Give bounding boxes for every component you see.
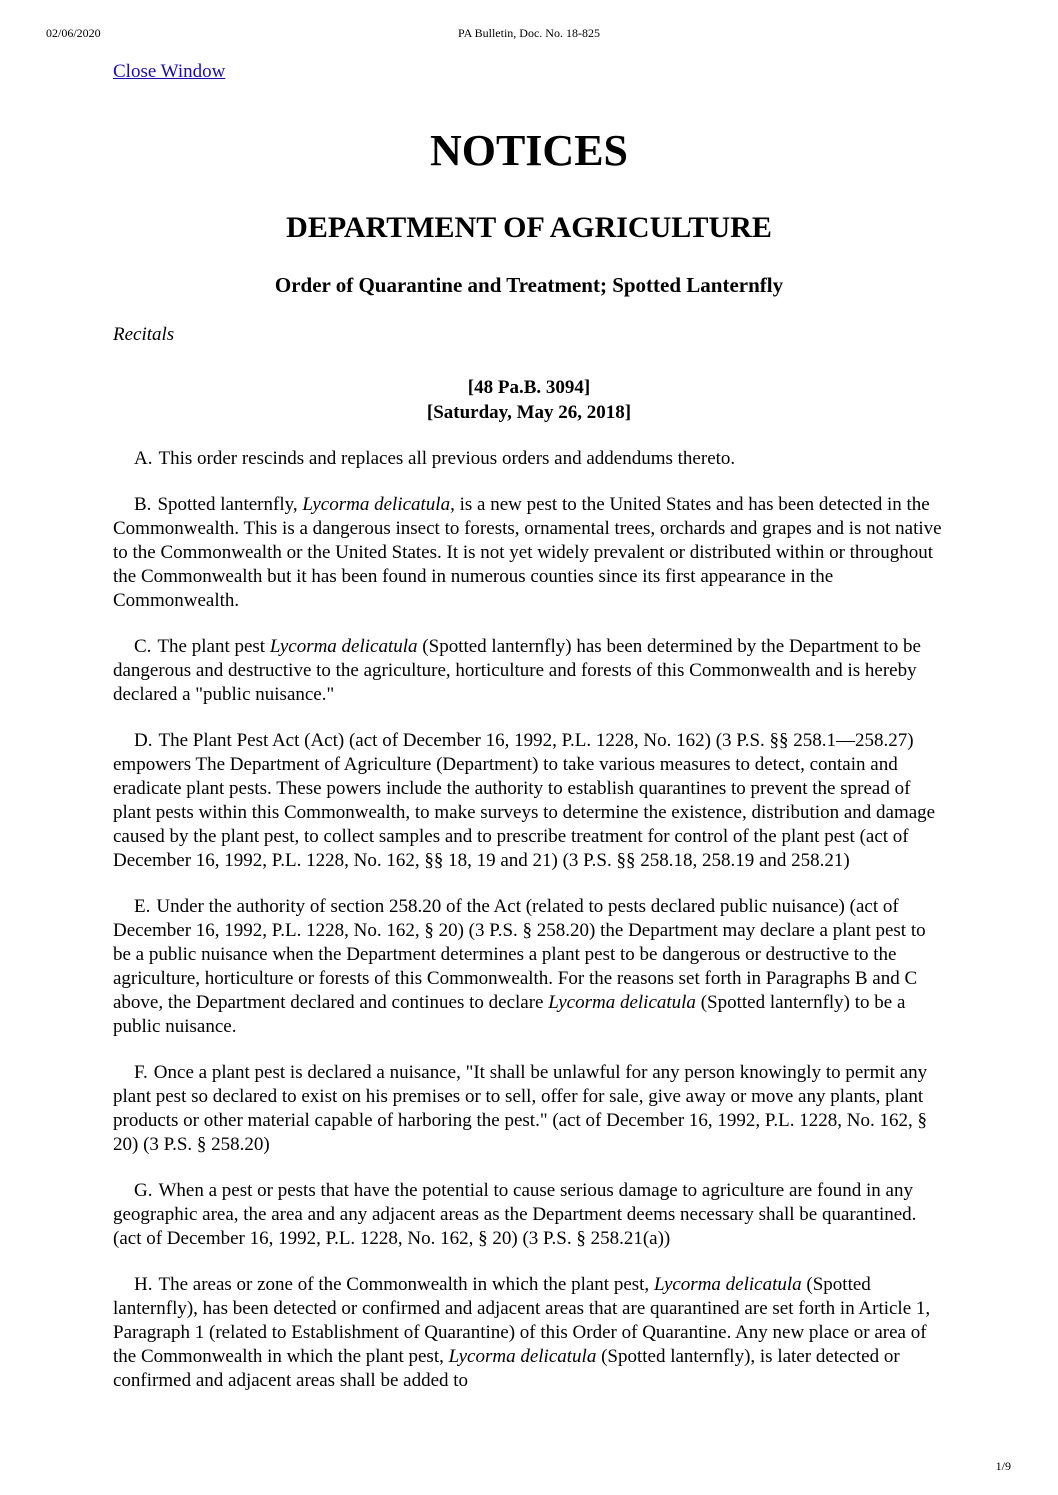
page-number: 1/9 bbox=[995, 1459, 1011, 1473]
paragraph-text: Spotted lanternfly, bbox=[157, 494, 303, 515]
species-name: Lycorma delicatula bbox=[448, 1346, 597, 1367]
species-name: Lycorma delicatula bbox=[302, 494, 451, 515]
paragraph-text: (Spotted lanternfly), has been detected or confirmed and adjacent areas that are quarantined are set forth in Article 1, Paragraph 1 (related to Establishment of Quarantine) of this Order of Quarantine. Any new place or area of the Commonwealth in which the plant pest, bbox=[113, 1274, 931, 1367]
paragraph-text: This order rescinds and replaces all previous orders and addendums thereto. bbox=[158, 448, 736, 469]
document-body bbox=[113, 60, 945, 1393]
department-heading: DEPARTMENT OF AGRICULTURE bbox=[286, 211, 772, 244]
paragraph-label: A. bbox=[134, 448, 153, 469]
order-heading: Order of Quarantine and Treatment; Spotted Lanternfly bbox=[274, 273, 784, 297]
paragraph-text: , is a new pest to the United States and has been detected in the Commonwealth. This is a dangerous insect to forests, ornamental trees, orchards and grapes and is not native to the Commonwealth or the United States. It is not yet widely prevalent or distributed within or throughout the Commonwealth but it has been found in numerous counties since its first appearance in the Commonwealth. bbox=[113, 494, 942, 611]
paragraph-text: Under the authority of section 258.20 of the Act (related to pests declared public nuisance) (act of December 16, 1992, P.L. 1228, No. 162, § 20) (3 P.S. § 258.20) the Department may declare a plant pest to be a public nuisance when the Department determines a plant pest to be dangerous or destructive to the agriculture, horticulture or forests of this Commonwealth. For the reasons set forth in Paragraphs B and C above, the Department declared and continues to declare bbox=[113, 896, 926, 1013]
paragraph-d bbox=[113, 729, 945, 873]
paragraph-label: H. bbox=[134, 1274, 153, 1295]
paragraph-label: B. bbox=[134, 494, 152, 515]
paragraph-text: (Spotted lanternfly) to be a public nuisance. bbox=[113, 992, 906, 1037]
paragraph-text: Once a plant pest is declared a nuisance, "It shall be unlawful for any person knowingly to permit any plant pest so declared to exist on his premises or to sell, offer for sale, give away or move any plants, plant products or other material capable of harboring the pest." (act of December 16, 1992, P.L. 1228, No. 162, § 20) (3 P.S. § 258.20) bbox=[113, 1062, 928, 1155]
paragraph-label: F. bbox=[134, 1062, 148, 1083]
species-name: Lycorma delicatula bbox=[653, 1274, 802, 1295]
paragraph-g bbox=[113, 1179, 945, 1251]
paragraph-text: The areas or zone of the Commonwealth in which the plant pest, bbox=[158, 1274, 654, 1295]
print-doc-title: PA Bulletin, Doc. No. 18-825 bbox=[458, 26, 600, 40]
paragraph-h bbox=[113, 1273, 945, 1393]
print-date: 02/06/2020 bbox=[46, 26, 101, 40]
paragraph-text: When a pest or pests that have the potential to cause serious damage to agriculture are found in any geographic area, the area and any adjacent areas as the Department deems necessary shall be quarantined. (act of December 16, 1992, P.L. 1228, No. 162, § 20) (3 P.S. § 258.21(a)) bbox=[113, 1180, 917, 1249]
paragraph-label: G. bbox=[134, 1180, 153, 1201]
paragraph-label: D. bbox=[134, 730, 153, 751]
paragraph-label: E. bbox=[134, 896, 151, 917]
species-name: Lycorma delicatula bbox=[269, 636, 418, 657]
paragraph-a bbox=[113, 447, 945, 471]
paragraph-c bbox=[113, 635, 945, 707]
paragraph-text: The plant pest bbox=[157, 636, 270, 657]
recitals-label: Recitals bbox=[113, 324, 175, 345]
paragraph-text: The Plant Pest Act (Act) (act of December 16, 1992, P.L. 1228, No. 162) (3 P.S. §§ 258.1—258.27) empowers The Department of Agriculture (Department) to take various measures to detect, contain and eradicate plant pests. These powers include the authority to establish quarantines to prevent the spread of plant pests within this Commonwealth, to make surveys to determine the existence, distribution and damage caused by the plant pest, to collect samples and to prescribe treatment for control of the plant pest (act of December 16, 1992, P.L. 1228, No. 162, §§ 18, 19 and 21) (3 P.S. §§ 258.18, 258.19 and 258.21) bbox=[113, 730, 936, 871]
paragraph-e bbox=[113, 895, 945, 1039]
paragraph-label: C. bbox=[134, 636, 152, 657]
species-name: Lycorma delicatula bbox=[548, 992, 696, 1013]
paragraph-b bbox=[113, 493, 945, 613]
print-header bbox=[0, 0, 1058, 40]
close-window-link[interactable]: Close Window bbox=[113, 61, 226, 82]
bulletin-citation bbox=[113, 375, 945, 425]
paragraph-f bbox=[113, 1061, 945, 1157]
paragraph-text: (Spotted lanternfly), is later detected or confirmed and adjacent areas shall be added to bbox=[113, 1346, 900, 1391]
notices-heading: NOTICES bbox=[429, 126, 629, 175]
citation-date: [Saturday, May 26, 2018] bbox=[426, 402, 632, 423]
paragraph-text: (Spotted lanternfly) has been determined by the Department to be dangerous and destructive to the agriculture, horticulture and forests of this Commonwealth and is hereby declared a "public nuisance." bbox=[113, 636, 921, 705]
citation-volume: [48 Pa.B. 3094] bbox=[467, 377, 591, 398]
